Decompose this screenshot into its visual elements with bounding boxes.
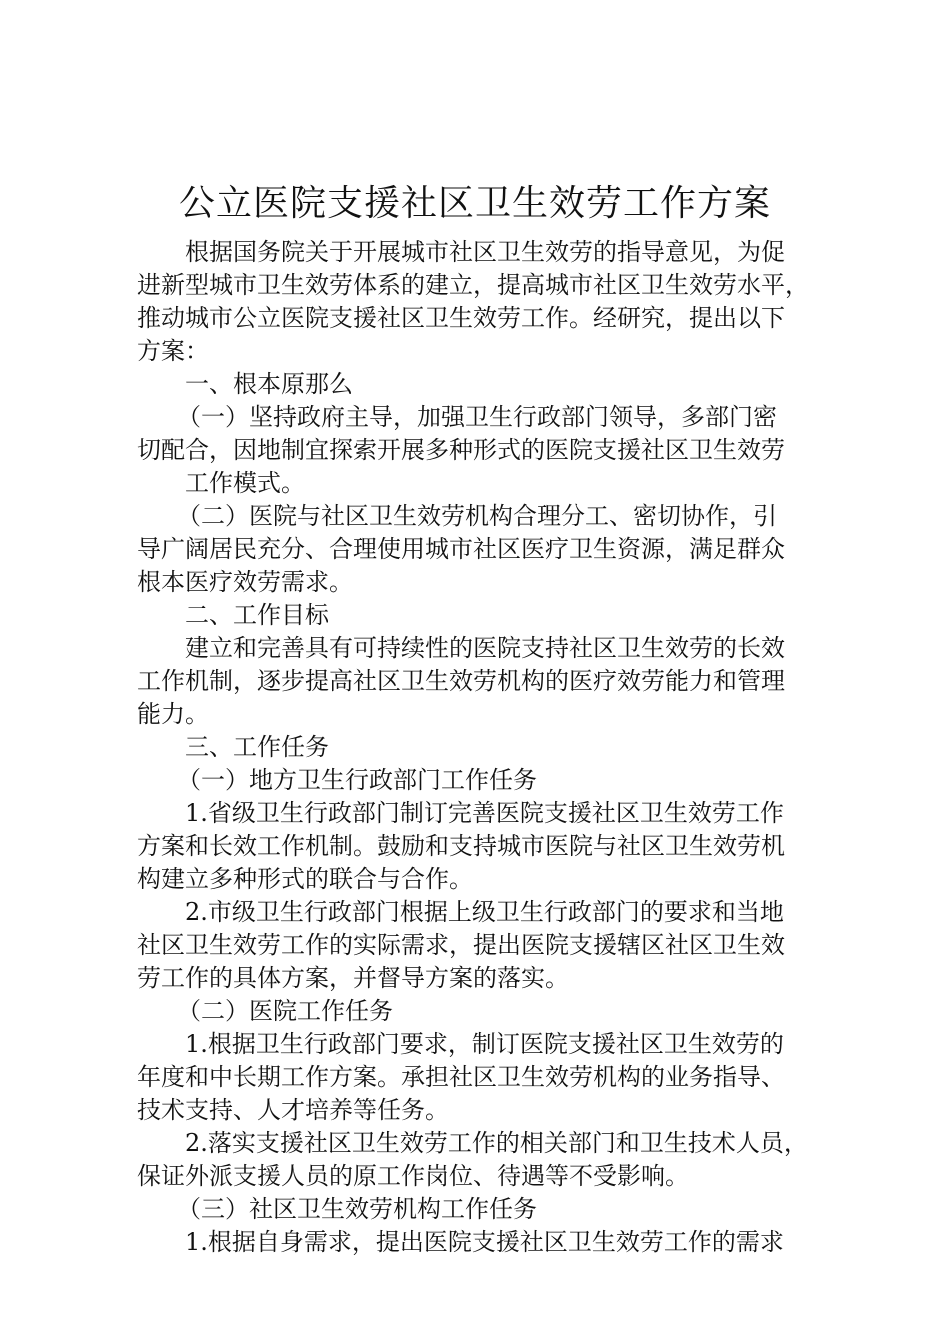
paragraph-line: 劳工作的具体方案，并督导方案的落实。 — [137, 964, 569, 992]
document-title: 公立医院支援社区卫生效劳工作方案 — [178, 183, 771, 224]
section-heading: 三、工作任务 — [185, 733, 329, 761]
paragraph-line: 能力。 — [137, 700, 209, 728]
paragraph-line: 保证外派支援人员的原工作岗位、待遇等不受影响。 — [137, 1162, 689, 1190]
document-body — [137, 236, 837, 1259]
paragraph-line: （二）医院与社区卫生效劳机构合理分工、密切协作，引 — [177, 502, 777, 530]
paragraph-line: 1.根据卫生行政部门要求，制订医院支援社区卫生效劳的 — [185, 1030, 784, 1058]
paragraph-line: 2.落实支援社区卫生效劳工作的相关部门和卫生技术人员， — [185, 1129, 808, 1157]
section-heading: 一、根本原那么 — [185, 370, 353, 398]
paragraph-line: 进新型城市卫生效劳体系的建立，提高城市社区卫生效劳水平， — [137, 271, 809, 299]
paragraph-line: 构建立多种形式的联合与合作。 — [137, 865, 473, 893]
paragraph-line: 年度和中长期工作方案。承担社区卫生效劳机构的业务指导、 — [137, 1063, 785, 1091]
paragraph-line: 方案和长效工作机制。鼓励和支持城市医院与社区卫生效劳机 — [137, 832, 785, 860]
paragraph-line: （一）坚持政府主导，加强卫生行政部门领导，多部门密 — [177, 403, 777, 431]
paragraph-line: 工作机制，逐步提高社区卫生效劳机构的医疗效劳能力和管理 — [137, 667, 785, 695]
paragraph-line: 1.根据自身需求，提出医院支援社区卫生效劳工作的需求 — [185, 1228, 784, 1256]
paragraph-line: 方案： — [137, 337, 209, 365]
subsection-heading: （一）地方卫生行政部门工作任务 — [177, 766, 537, 794]
paragraph-line: 2.市级卫生行政部门根据上级卫生行政部门的要求和当地 — [185, 898, 784, 926]
paragraph-line: 社区卫生效劳工作的实际需求，提出医院支援辖区社区卫生效 — [137, 931, 785, 959]
paragraph-line: 1.省级卫生行政部门制订完善医院支援社区卫生效劳工作 — [185, 799, 784, 827]
paragraph-line: 导广阔居民充分、合理使用城市社区医疗卫生资源，满足群众 — [137, 535, 785, 563]
paragraph-line: 建立和完善具有可持续性的医院支持社区卫生效劳的长效 — [185, 634, 785, 662]
paragraph-line: 技术支持、人才培养等任务。 — [137, 1096, 449, 1124]
paragraph-line: 工作模式。 — [185, 469, 305, 497]
paragraph-line: 推动城市公立医院支援社区卫生效劳工作。经研究，提出以下 — [137, 304, 785, 332]
section-heading: 二、工作目标 — [185, 601, 329, 629]
subsection-heading: （二）医院工作任务 — [177, 997, 393, 1025]
paragraph-line: 根本医疗效劳需求。 — [137, 568, 353, 596]
subsection-heading: （三）社区卫生效劳机构工作任务 — [177, 1195, 537, 1223]
paragraph-line: 切配合，因地制宜探索开展多种形式的医院支援社区卫生效劳 — [137, 436, 785, 464]
paragraph-line: 根据国务院关于开展城市社区卫生效劳的指导意见，为促 — [185, 238, 785, 266]
